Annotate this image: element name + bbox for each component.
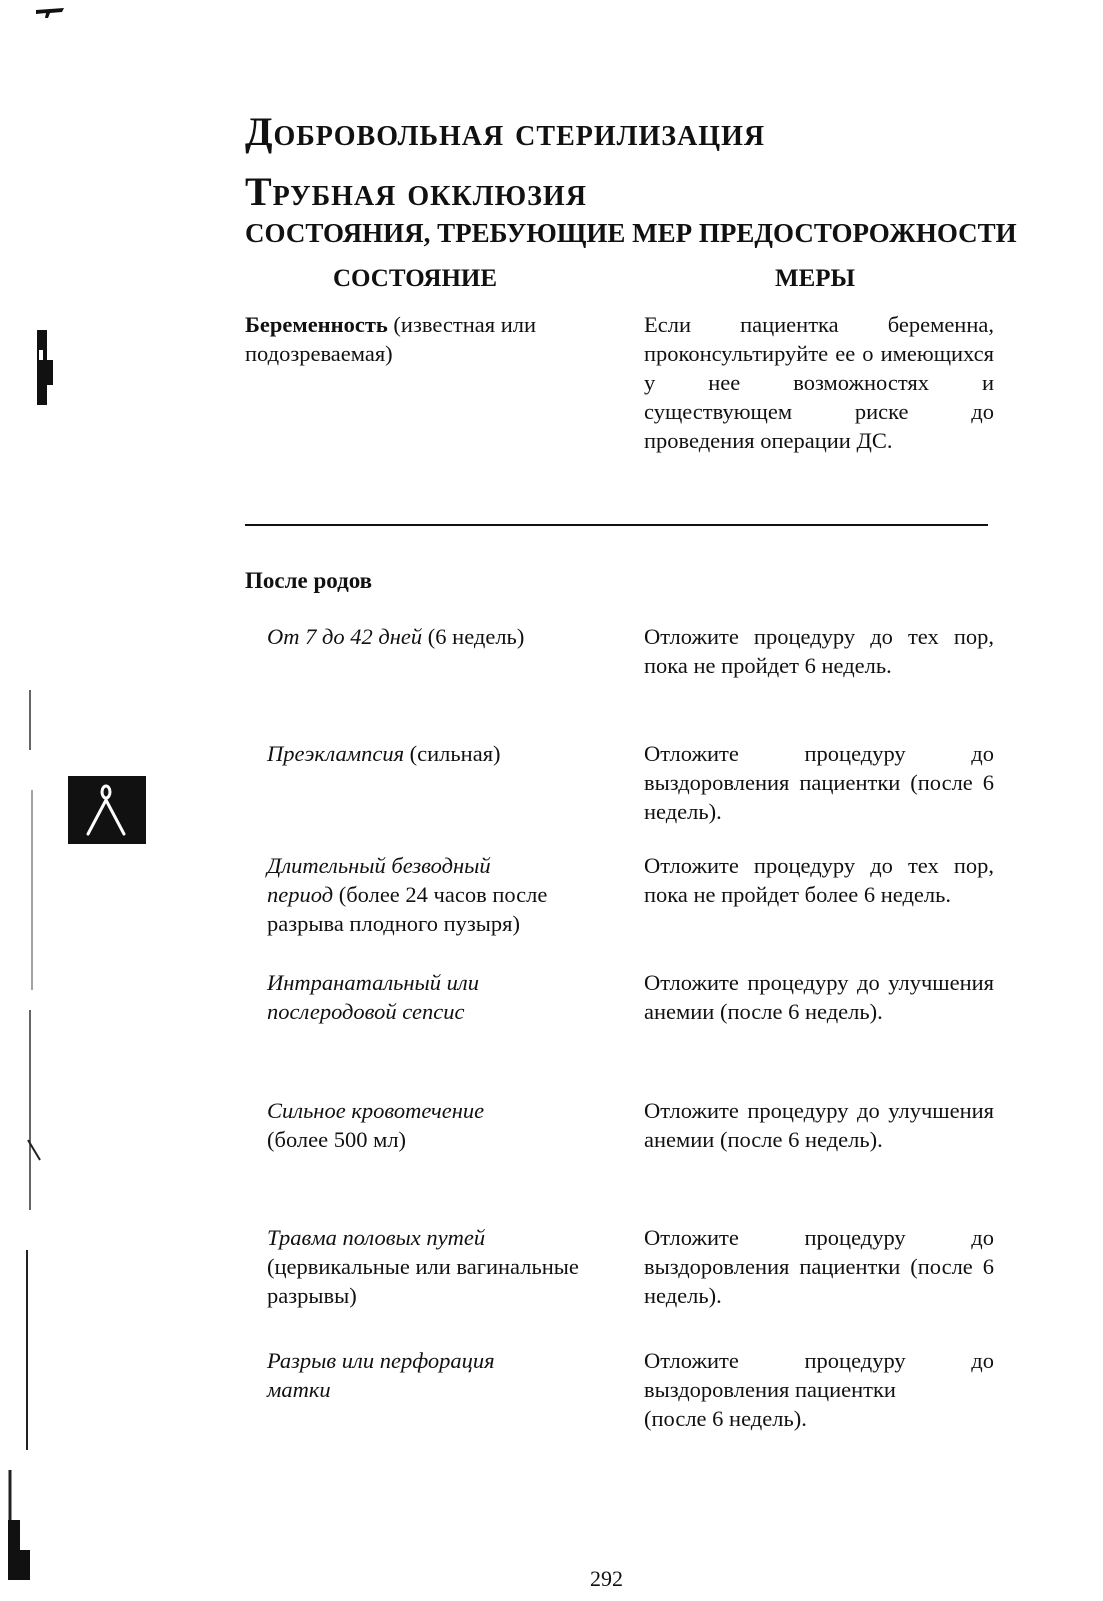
condition-note: (более 24 часов после разрыва плодного пузыря) xyxy=(267,882,548,936)
column-header-measures: МЕРЫ xyxy=(775,265,856,292)
condition-row xyxy=(267,622,607,651)
column-header-condition: СОСТОЯНИЕ xyxy=(333,265,498,292)
condition-note: (сильная) xyxy=(404,741,501,766)
measure-row: Отложите процедуру до улучшения анемии (после 6 недель). xyxy=(644,1098,994,1152)
page-title: Добровольная стерилизация xyxy=(245,109,766,154)
measure-row: Отложите процедуру до улучшения анемии (после 6 недель). xyxy=(644,970,994,1024)
condition-note: (6 недель) xyxy=(422,624,525,649)
scan-corner-mark xyxy=(36,8,64,18)
condition-name: Длительный безводный период xyxy=(267,853,491,907)
condition-note: (известная или подозреваемая) xyxy=(245,312,537,366)
margin-tab-mark xyxy=(33,330,55,405)
section-divider xyxy=(245,524,988,526)
condition-pregnancy xyxy=(245,310,605,368)
condition-note: (цервикальные или вагинальные разрывы) xyxy=(267,1254,579,1308)
condition-row xyxy=(267,1346,607,1404)
measure-row: Отложите процедуру до тех пор, пока не пройдет 6 недель. xyxy=(644,624,994,678)
condition-name: Интранатальный или послеродовой сепсис xyxy=(267,970,479,1024)
condition-row xyxy=(267,968,607,1026)
condition-row xyxy=(267,1096,607,1154)
condition-name: Травма половых путей xyxy=(267,1225,486,1250)
condition-row xyxy=(267,851,607,938)
page-subtitle: Трубная окклюзия xyxy=(245,169,587,214)
condition-name: Беременность xyxy=(245,312,388,337)
condition-row xyxy=(267,739,607,768)
condition-name: Сильное кровотечение xyxy=(267,1098,485,1123)
measure-row: Отложите процедуру до выздоровления пациентки (после 6 недель). xyxy=(644,1225,994,1308)
condition-name: От 7 до 42 дней xyxy=(267,624,423,649)
scan-edge-artifact xyxy=(0,690,60,1601)
condition-note: (более 500 мл) xyxy=(267,1127,407,1152)
measure-row: Отложите процедуру до выздоровления пациентки (после 6 недель). xyxy=(644,741,994,824)
measure-row: Отложите процедуру до выздоровления пациентки (после 6 недель). xyxy=(644,1348,994,1431)
section-heading: СОСТОЯНИЯ, ТРЕБУЮЩИЕ МЕР ПРЕДОСТОРОЖНОСТИ xyxy=(245,218,1017,248)
condition-name: Разрыв или перфорация матки xyxy=(267,1348,495,1402)
condition-row xyxy=(267,1223,607,1310)
measure-row: Отложите процедуру до тех пор, пока не пройдет более 6 недель. xyxy=(644,853,994,907)
measure-pregnancy: Если пациентка беременна, проконсультируйте ее о имеющихся у нее возможностях и существующем риске до проведения операции ДС. xyxy=(644,312,994,453)
group-label-postpartum: После родов xyxy=(245,568,373,593)
page-number: 292 xyxy=(590,1566,623,1591)
person-figure-icon xyxy=(68,776,146,844)
condition-name: Преэклампсия xyxy=(267,741,405,766)
